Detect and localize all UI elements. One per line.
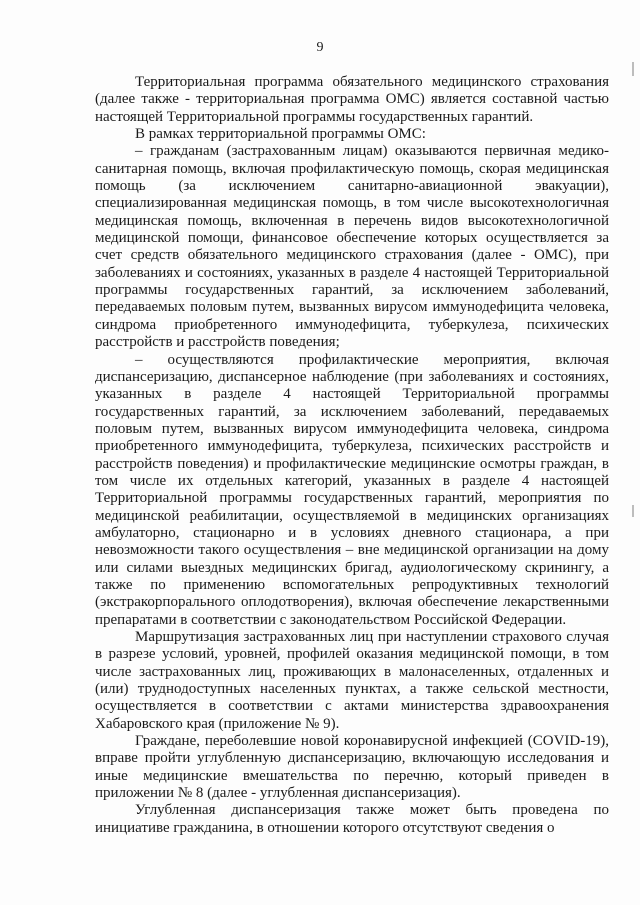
page-number: 9	[316, 40, 324, 55]
paragraph-program-oms: Территориальная программа обязательного медицинского страхования (далее также - территориальная программа ОМС) является составной частью настоящей Территориальной программы государственных гарантий.	[95, 74, 609, 125]
paragraph-medical-care-list: – гражданам (застрахованным лицам) оказываются первичная медико-санитарная помощь, включая профилактическую помощь, скорая медицинская помощь (за исключением санитарно-авиационной эвакуации), специализированная медицинская помощь, в том числе высокотехнологичная медицинская помощь, включенная в перечень видов высокотехнологичной медицинской помощи, финансовое обеспечение которых осуществляется за счет средств обязательного медицинского страхования (далее - ОМС), при заболеваниях и состояниях, указанных в разделе 4 настоящей Территориальной программы государственных гарантий, за исключением заболеваний, передаваемых половым путем, вызванных вирусом иммунодефицита человека, синдрома приобретенного иммунодефицита, туберкулеза, психических расстройств и расстройств поведения;	[95, 143, 609, 351]
paragraph-oms-scope-intro: В рамках территориальной программы ОМС:	[135, 126, 426, 143]
paragraph-in-depth-dispensarization: Углубленная диспансеризация также может быть проведена по инициативе гражданина, в отношении которого отсутствуют сведения о	[95, 802, 609, 836]
paragraph-preventive-measures: – осуществляются профилактические мероприятия, включая диспансеризацию, диспансерное наблюдение (при заболеваниях и состояниях, указанных в разделе 4 настоящей Территориальной программы государственных гарантий, за исключением заболеваний, передаваемых половым путем, вызванных вирусом иммунодефицита человека, синдрома приобретенного иммунодефицита, туберкулеза, психических расстройств и расстройств поведения) и профилактические медицинские осмотры граждан, в том числе их отдельных категорий, указанных в разделе 4 настоящей Территориальной программы государственных гарантий, мероприятия по медицинской реабилитации, осуществляемой в медицинских организациях амбулаторно, стационарно и в условиях дневного стационара, а при невозможности такого осуществления – вне медицинской организации на дому или силами выездных медицинских бригад, аудиологическому скринингу, а также по применению вспомогательных репродуктивных технологий (экстракорпорального оплодотворения), включая обеспечение лекарственными препаратами в соответствии с законодательством Российской Федерации.	[95, 351, 609, 628]
scan-edge-mark	[632, 505, 634, 517]
document-body	[95, 74, 609, 837]
paragraph-covid-dispensarization: Граждане, переболевшие новой коронавирусной инфекцией (COVID-19), вправе пройти углубленную диспансеризацию, включающую исследования и иные медицинские вмешательства по перечню, который приведен в приложении № 8 (далее - углубленная диспансеризация).	[95, 733, 609, 802]
paragraph-routing: Маршрутизация застрахованных лиц при наступлении страхового случая в разрезе условий, уровней, профилей оказания медицинской помощи, в том числе застрахованных лиц, проживающих в малонаселенных, отдаленных и (или) труднодоступных населенных пунктах, а также сельской местности, осуществляется в соответствии с актами министерства здравоохранения Хабаровского края (приложение № 9).	[95, 629, 609, 732]
scan-edge-mark	[632, 62, 634, 76]
